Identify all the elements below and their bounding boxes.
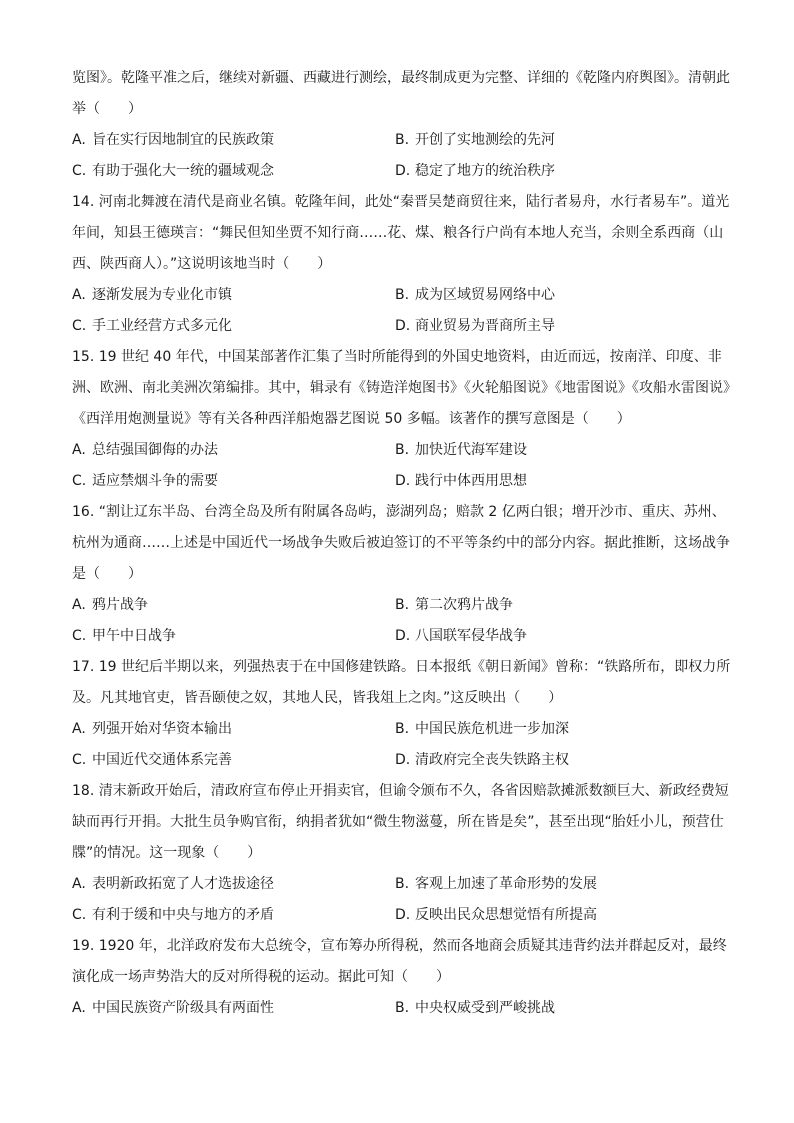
option-label: B. <box>395 287 410 303</box>
option-list <box>72 125 734 187</box>
option-item[interactable] <box>72 156 395 187</box>
option-label: A. <box>72 876 86 892</box>
option-item[interactable] <box>395 869 734 900</box>
question-stem: 18. 清末新政开始后，清政府宣布停止开捐卖官，但谕令颁布不久，各省因赔款摊派数额巨大、新政经费短缺而再行开捐。大批生员争购官衔，纳捐者犹如“微生物滋蔓，所在皆是矣”，甚至出现“胎妊小儿，预营仕牒”的情况。这一现象（ ） <box>72 783 729 861</box>
option-label: B. <box>395 1000 410 1016</box>
option-label: A. <box>72 132 86 148</box>
option-label: B. <box>395 442 410 458</box>
question-block <box>72 63 734 187</box>
option-text: 适应禁烟斗争的需要 <box>92 473 218 489</box>
option-label: B. <box>395 876 410 892</box>
option-item[interactable] <box>72 435 395 466</box>
option-text: 有利于缓和中央与地方的矛盾 <box>92 907 274 923</box>
option-list <box>72 869 734 931</box>
option-text: 反映出民众思想觉悟有所提高 <box>415 907 597 923</box>
option-list <box>72 435 734 497</box>
option-text: 稳定了地方的统治秩序 <box>415 163 555 179</box>
option-text: 商业贸易为晋商所主导 <box>415 318 555 334</box>
option-item[interactable] <box>395 435 734 466</box>
option-label: D. <box>395 907 411 923</box>
question-stem: 14. 河南北舞渡在清代是商业名镇。乾隆年间，此处“秦晋吴楚商贸往来，陆行者易舟，水行者易车”。道光年间，知县王德瑛言：“舞民但知坐贾不知行商……花、煤、粮各行户尚有本地人充当，余则全系西商（山西、陕西商人）。”这说明该地当时（ ） <box>72 194 730 272</box>
option-item[interactable] <box>72 745 395 776</box>
option-list <box>72 993 734 1024</box>
option-item[interactable] <box>395 280 734 311</box>
question-block <box>72 342 734 497</box>
option-text: 成为区域贸易网络中心 <box>415 287 555 303</box>
option-label: C. <box>72 628 87 644</box>
question-block <box>72 497 734 652</box>
option-item[interactable] <box>72 125 395 156</box>
option-label: D. <box>395 318 411 334</box>
option-text: 客观上加速了革命形势的发展 <box>415 876 597 892</box>
option-item[interactable] <box>72 869 395 900</box>
option-item[interactable] <box>395 900 734 931</box>
option-text: 中央权威受到严峻挑战 <box>415 1000 555 1016</box>
option-label: D. <box>395 473 411 489</box>
option-item[interactable] <box>395 311 734 342</box>
option-label: C. <box>72 163 87 179</box>
option-text: 鸦片战争 <box>92 597 148 613</box>
option-item[interactable] <box>395 993 734 1024</box>
option-text: 第二次鸦片战争 <box>415 597 513 613</box>
option-item[interactable] <box>72 590 395 621</box>
option-item[interactable] <box>72 311 395 342</box>
question-stem: 19. 1920 年，北洋政府发布大总统令，宣布筹办所得税，然而各地商会质疑其违背约法并群起反对，最终演化成一场声势浩大的反对所得税的运动。据此可知（ ） <box>72 938 727 985</box>
option-item[interactable] <box>72 466 395 497</box>
option-text: 表明新政拓宽了人才选拔途径 <box>92 876 274 892</box>
option-text: 手工业经营方式多元化 <box>92 318 232 334</box>
option-label: C. <box>72 318 87 334</box>
option-item[interactable] <box>72 714 395 745</box>
option-label: A. <box>72 442 86 458</box>
option-text: 中国民族危机进一步加深 <box>415 721 569 737</box>
option-text: 开创了实地测绘的先河 <box>415 132 555 148</box>
option-label: A. <box>72 721 86 737</box>
option-label: A. <box>72 287 86 303</box>
option-text: 践行中体西用思想 <box>415 473 527 489</box>
option-label: B. <box>395 721 410 737</box>
question-block <box>72 931 734 1024</box>
option-item[interactable] <box>72 900 395 931</box>
option-list <box>72 714 734 776</box>
option-label: A. <box>72 1000 86 1016</box>
option-item[interactable] <box>72 280 395 311</box>
option-item[interactable] <box>395 714 734 745</box>
question-stem: 15. 19 世纪 40 年代，中国某部著作汇集了当时所能得到的外国史地资料，由近而远，按南洋、印度、非洲、欧洲、南北美洲次第编排。其中，辑录有《铸造洋炮图书》《火轮船图说》《地雷图说》《攻船水雷图说》《西洋用炮测量说》等有关各种西洋船炮器艺图说 50 多幅。该著作的撰写意图是（ ） <box>72 349 730 427</box>
option-item[interactable] <box>395 125 734 156</box>
option-text: 清政府完全丧失铁路主权 <box>415 752 569 768</box>
option-label: B. <box>395 597 410 613</box>
option-label: D. <box>395 752 411 768</box>
option-label: C. <box>72 907 87 923</box>
question-block <box>72 652 734 776</box>
option-text: 甲午中日战争 <box>92 628 176 644</box>
question-stem: 17. 19 世纪后半期以来，列强热衷于在中国修建铁路。日本报纸《朝日新闻》曾称：“铁路所布，即权力所及。凡其地官吏，皆吾颐使之奴，其地人民，皆我俎上之肉。”这反映出（ ） <box>72 659 731 706</box>
option-text: 列强开始对华资本输出 <box>92 721 232 737</box>
option-text: 中国民族资产阶级具有两面性 <box>92 1000 274 1016</box>
option-text: 逐渐发展为专业化市镇 <box>92 287 232 303</box>
option-label: D. <box>395 628 411 644</box>
option-label: C. <box>72 473 87 489</box>
option-item[interactable] <box>72 621 395 652</box>
question-stem: 览图》。乾隆平准之后，继续对新疆、西藏进行测绘，最终制成更为完整、详细的《乾隆内府舆图》。清朝此举（ ） <box>72 70 730 117</box>
question-block <box>72 776 734 931</box>
option-item[interactable] <box>395 621 734 652</box>
option-list <box>72 280 734 342</box>
option-label: D. <box>395 163 411 179</box>
option-text: 八国联军侵华战争 <box>415 628 527 644</box>
option-item[interactable] <box>395 745 734 776</box>
option-item[interactable] <box>395 156 734 187</box>
option-text: 中国近代交通体系完善 <box>92 752 232 768</box>
option-text: 总结强国御侮的办法 <box>92 442 218 458</box>
option-label: C. <box>72 752 87 768</box>
option-item[interactable] <box>395 466 734 497</box>
option-text: 有助于强化大一统的疆域观念 <box>92 163 274 179</box>
option-item[interactable] <box>72 993 395 1024</box>
option-label: A. <box>72 597 86 613</box>
question-stem: 16. “割让辽东半岛、台湾全岛及所有附属各岛屿，澎湖列岛；赔款 2 亿两白银；增开沙市、重庆、苏州、杭州为通商……上述是中国近代一场战争失败后被迫签订的不平等条约中的部分内容。据此推断，这场战争是（ ） <box>72 504 730 582</box>
option-list <box>72 590 734 652</box>
option-label: B. <box>395 132 410 148</box>
question-list <box>72 63 734 1024</box>
question-block <box>72 187 734 342</box>
option-item[interactable] <box>395 590 734 621</box>
option-text: 加快近代海军建设 <box>415 442 527 458</box>
option-text: 旨在实行因地制宜的民族政策 <box>92 132 274 148</box>
